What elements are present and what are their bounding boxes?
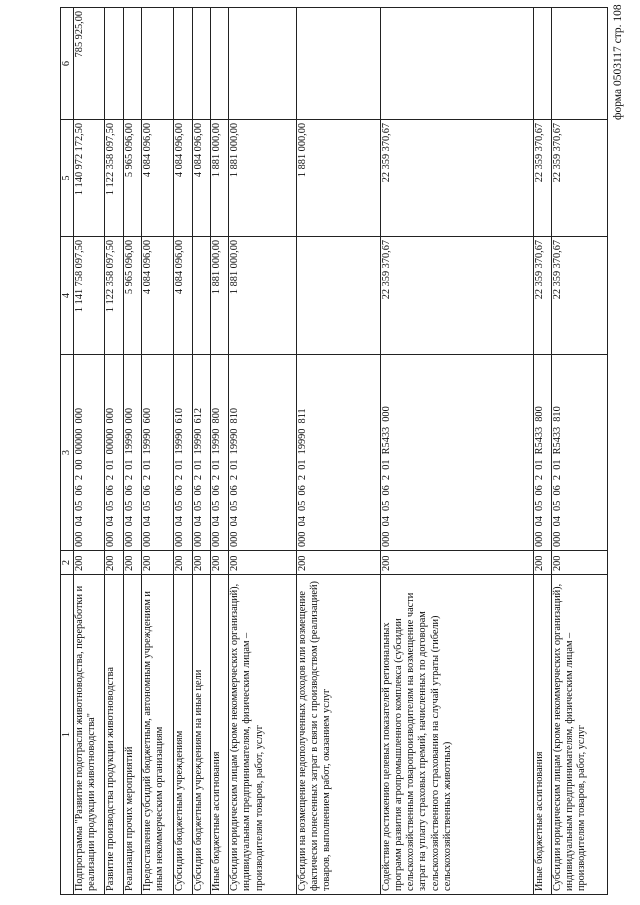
table-row xyxy=(229,8,297,895)
row-name: Развитие производства продукции животноводства xyxy=(105,575,123,895)
column-number-row xyxy=(61,8,74,895)
row-col6 xyxy=(533,8,551,120)
row-name: Субсидии бюджетным учреждениям на иные цели xyxy=(192,575,210,895)
column-header: 1 xyxy=(61,575,74,895)
row-col5: 22 359 370,67 xyxy=(380,120,533,237)
row-name: Предоставление субсидий бюджетным, автономным учреждениям и иным некоммерческим организациям xyxy=(141,575,173,895)
row-stat-code: 200 xyxy=(192,551,210,575)
row-col5: 1 881 000,00 xyxy=(229,120,297,237)
row-col5: 1 140 972 172,50 xyxy=(74,120,105,237)
row-stat-code: 200 xyxy=(74,551,105,575)
row-name: Иные бюджетные ассигнования xyxy=(533,575,551,895)
row-col6 xyxy=(174,8,192,120)
row-col4: 1 141 758 097,50 xyxy=(74,237,105,355)
row-col6 xyxy=(229,8,297,120)
row-stat-code: 200 xyxy=(105,551,123,575)
row-budget-code: 000 04 05 06 2 01 19990 811 xyxy=(296,355,380,551)
row-col5: 4 084 096,00 xyxy=(192,120,210,237)
row-col5: 4 084 096,00 xyxy=(141,120,173,237)
row-stat-code: 200 xyxy=(210,551,228,575)
row-col4: 22 359 370,67 xyxy=(533,237,551,355)
form-reference: форма 0503117 стр. 108 xyxy=(612,4,624,120)
row-name: Подпрограмма "Развитие подотрасли животноводства, переработки и реализации продукции животноводства" xyxy=(74,575,105,895)
row-budget-code: 000 04 05 06 2 01 R5433 000 xyxy=(380,355,533,551)
row-name: Субсидии юридическим лицам (кроме некоммерческих организаций), индивидуальным предпринимателям, физическим лицам – производителям товаров, работ, услуг xyxy=(551,575,607,895)
row-col6 xyxy=(192,8,210,120)
row-name: Субсидии на возмещение недополученных доходов или возмещение фактически понесенных затрат в связи с производством (реализацией) товаров, выполнением работ, оказанием услуг xyxy=(296,575,380,895)
row-col5: 1 881 000,00 xyxy=(296,120,380,237)
row-budget-code: 000 04 05 06 2 01 19990 800 xyxy=(210,355,228,551)
table-row xyxy=(192,8,210,895)
row-stat-code: 200 xyxy=(296,551,380,575)
table-row xyxy=(551,8,607,895)
row-stat-code: 200 xyxy=(229,551,297,575)
row-stat-code: 200 xyxy=(533,551,551,575)
rotated-table-container xyxy=(60,8,608,895)
budget-table xyxy=(60,7,608,895)
row-col5: 22 359 370,67 xyxy=(551,120,607,237)
table-row xyxy=(74,8,105,895)
row-stat-code: 200 xyxy=(141,551,173,575)
row-name: Иные бюджетные ассигнования xyxy=(210,575,228,895)
row-name: Реализация прочих мероприятий xyxy=(123,575,141,895)
column-header: 4 xyxy=(61,237,74,355)
row-col4: 22 359 370,67 xyxy=(551,237,607,355)
column-header: 5 xyxy=(61,120,74,237)
row-col6: 785 925,00 xyxy=(74,8,105,120)
table-row xyxy=(141,8,173,895)
table-row xyxy=(380,8,533,895)
row-col5: 1 881 000,00 xyxy=(210,120,228,237)
row-col6 xyxy=(296,8,380,120)
row-col6 xyxy=(105,8,123,120)
row-col6 xyxy=(141,8,173,120)
column-header: 2 xyxy=(61,551,74,575)
row-col6 xyxy=(123,8,141,120)
row-col4 xyxy=(192,237,210,355)
row-col5: 1 122 358 097,50 xyxy=(105,120,123,237)
row-col5: 5 965 096,00 xyxy=(123,120,141,237)
table-row xyxy=(296,8,380,895)
row-budget-code: 000 04 05 06 2 01 00000 000 xyxy=(105,355,123,551)
column-header: 3 xyxy=(61,355,74,551)
row-stat-code: 200 xyxy=(380,551,533,575)
row-col5: 22 359 370,67 xyxy=(533,120,551,237)
table-row xyxy=(174,8,192,895)
row-col4: 1 881 000,00 xyxy=(229,237,297,355)
row-col6 xyxy=(380,8,533,120)
row-budget-code: 000 04 05 06 2 01 19990 000 xyxy=(123,355,141,551)
row-name: Субсидии юридическим лицам (кроме некоммерческих организаций), индивидуальным предпринимателям, физическим лицам – производителям товаров, работ, услуг xyxy=(229,575,297,895)
table-row xyxy=(123,8,141,895)
row-col6 xyxy=(551,8,607,120)
row-budget-code: 000 04 05 06 2 01 R5433 810 xyxy=(551,355,607,551)
row-budget-code: 000 04 05 06 2 01 R5433 800 xyxy=(533,355,551,551)
row-budget-code: 000 04 05 06 2 01 19990 600 xyxy=(141,355,173,551)
table-row xyxy=(533,8,551,895)
row-budget-code: 000 04 05 06 2 00 00000 000 xyxy=(74,355,105,551)
row-budget-code: 000 04 05 06 2 01 19990 810 xyxy=(229,355,297,551)
row-stat-code: 200 xyxy=(551,551,607,575)
row-name: Субсидии бюджетным учреждениям xyxy=(174,575,192,895)
row-col5: 4 084 096,00 xyxy=(174,120,192,237)
row-budget-code: 000 04 05 06 2 01 19990 610 xyxy=(174,355,192,551)
row-budget-code: 000 04 05 06 2 01 19990 612 xyxy=(192,355,210,551)
column-header: 6 xyxy=(61,8,74,120)
row-col4 xyxy=(296,237,380,355)
row-col4: 5 965 096,00 xyxy=(123,237,141,355)
row-col4: 1 881 000,00 xyxy=(210,237,228,355)
table-row xyxy=(105,8,123,895)
row-stat-code: 200 xyxy=(123,551,141,575)
row-col4: 1 122 358 097,50 xyxy=(105,237,123,355)
row-stat-code: 200 xyxy=(174,551,192,575)
table-row xyxy=(210,8,228,895)
row-name: Содействие достижению целевых показателей региональных программ развития агропромышленного комплекса (субсидии сельскохозяйственным товаропроизводителям на возмещение части затрат на уплату страховых премий, начисленных по договорам сельскохозяйственного страхования на случай утраты (гибели) сельскохозяйственных животных) xyxy=(380,575,533,895)
row-col4: 4 084 096,00 xyxy=(141,237,173,355)
row-col6 xyxy=(210,8,228,120)
row-col4: 4 084 096,00 xyxy=(174,237,192,355)
row-col4: 22 359 370,67 xyxy=(380,237,533,355)
